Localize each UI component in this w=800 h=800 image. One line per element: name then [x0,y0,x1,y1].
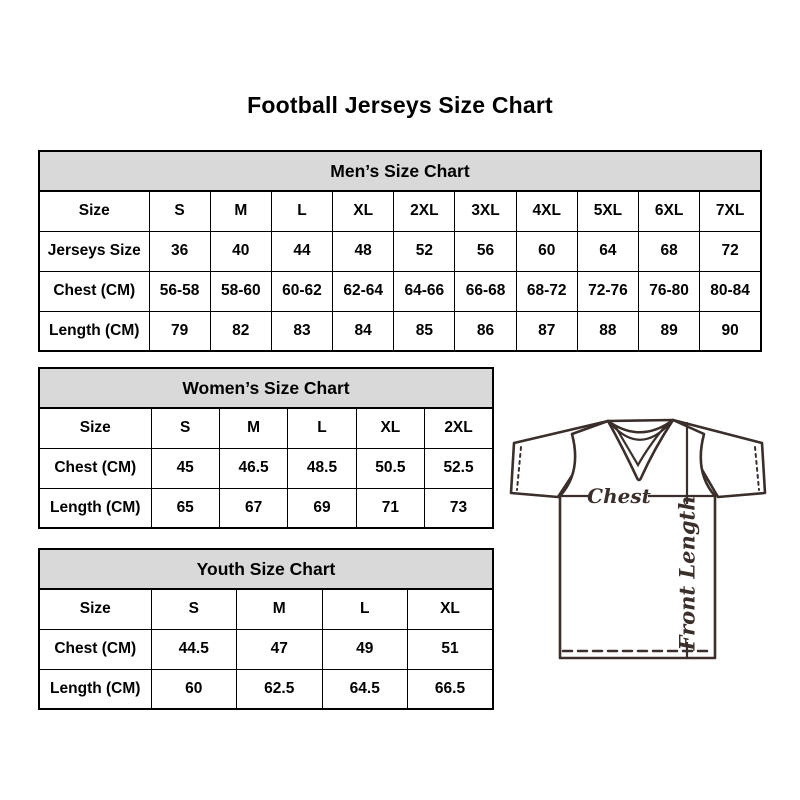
table-row [39,448,493,488]
table-cell: 48 [333,231,394,271]
table-cell: 62-64 [333,271,394,311]
table-row [39,151,761,191]
table-row [39,231,761,271]
table-row [39,191,761,231]
table-cell: 60 [151,669,237,709]
table-cell: 2XL [394,191,455,231]
row-label-cell: Length (CM) [39,488,151,528]
womens-table-title: Women’s Size Chart [39,368,493,408]
table-cell: 84 [333,311,394,351]
table-cell: 64.5 [322,669,408,709]
row-label-cell: Size [39,408,151,448]
table-cell: 58-60 [210,271,271,311]
row-label-cell: Chest (CM) [39,629,151,669]
table-cell: 89 [639,311,700,351]
table-cell: 82 [210,311,271,351]
table-cell: 66-68 [455,271,516,311]
table-row [39,669,493,709]
table-cell: 48.5 [288,448,356,488]
table-cell: 50.5 [356,448,424,488]
table-cell: 88 [577,311,638,351]
table-cell: 86 [455,311,516,351]
row-label-cell: Chest (CM) [39,448,151,488]
table-cell: 5XL [577,191,638,231]
table-row [39,368,493,408]
table-cell: 87 [516,311,577,351]
table-cell: 52 [394,231,455,271]
front-length-label: Front Length [674,495,700,651]
table-cell: L [288,408,356,448]
table-cell: M [210,191,271,231]
mens-size-table [38,150,762,352]
table-cell: XL [333,191,394,231]
table-cell: 4XL [516,191,577,231]
table-cell: S [151,589,237,629]
table-cell: M [219,408,287,448]
table-row [39,488,493,528]
mens-table-title: Men’s Size Chart [39,151,761,191]
table-cell: 6XL [639,191,700,231]
row-label-cell: Size [39,589,151,629]
table-cell: L [271,191,332,231]
table-cell: 45 [151,448,219,488]
table-cell: 71 [356,488,424,528]
row-label-cell: Length (CM) [39,311,149,351]
table-cell: 80-84 [700,271,761,311]
table-cell: 3XL [455,191,516,231]
table-cell: 64-66 [394,271,455,311]
womens-size-table [38,367,494,529]
table-cell: 68-72 [516,271,577,311]
table-cell: 56-58 [149,271,210,311]
table-cell: 69 [288,488,356,528]
table-cell: L [322,589,408,629]
table-row [39,408,493,448]
jersey-measurement-diagram [498,392,788,692]
table-cell: 64 [577,231,638,271]
table-cell: S [151,408,219,448]
table-cell: 67 [219,488,287,528]
table-cell: 60-62 [271,271,332,311]
table-cell: 51 [408,629,494,669]
table-cell: 73 [425,488,493,528]
table-cell: XL [408,589,494,629]
table-cell: 44.5 [151,629,237,669]
table-cell: 40 [210,231,271,271]
table-cell: 68 [639,231,700,271]
table-cell: 44 [271,231,332,271]
table-cell: XL [356,408,424,448]
table-cell: 90 [700,311,761,351]
table-cell: 72 [700,231,761,271]
table-cell: 56 [455,231,516,271]
table-row [39,311,761,351]
table-cell: 7XL [700,191,761,231]
row-label-cell: Length (CM) [39,669,151,709]
table-row [39,549,493,589]
table-cell: 72-76 [577,271,638,311]
youth-size-table [38,548,494,710]
table-cell: 2XL [425,408,493,448]
table-cell: 62.5 [237,669,323,709]
chest-label: Chest [587,484,651,508]
table-cell: S [149,191,210,231]
table-cell: 65 [151,488,219,528]
table-cell: 79 [149,311,210,351]
table-cell: 47 [237,629,323,669]
table-row [39,629,493,669]
table-cell: 52.5 [425,448,493,488]
table-cell: 46.5 [219,448,287,488]
table-cell: 66.5 [408,669,494,709]
table-cell: 85 [394,311,455,351]
table-cell: 36 [149,231,210,271]
table-cell: 76-80 [639,271,700,311]
page-title: Football Jerseys Size Chart [247,92,553,118]
youth-table-title: Youth Size Chart [39,549,493,589]
row-label-cell: Chest (CM) [39,271,149,311]
row-label-cell: Jerseys Size [39,231,149,271]
table-row [39,589,493,629]
table-cell: 83 [271,311,332,351]
table-cell: 60 [516,231,577,271]
row-label-cell: Size [39,191,149,231]
table-cell: M [237,589,323,629]
table-row [39,271,761,311]
table-cell: 49 [322,629,408,669]
